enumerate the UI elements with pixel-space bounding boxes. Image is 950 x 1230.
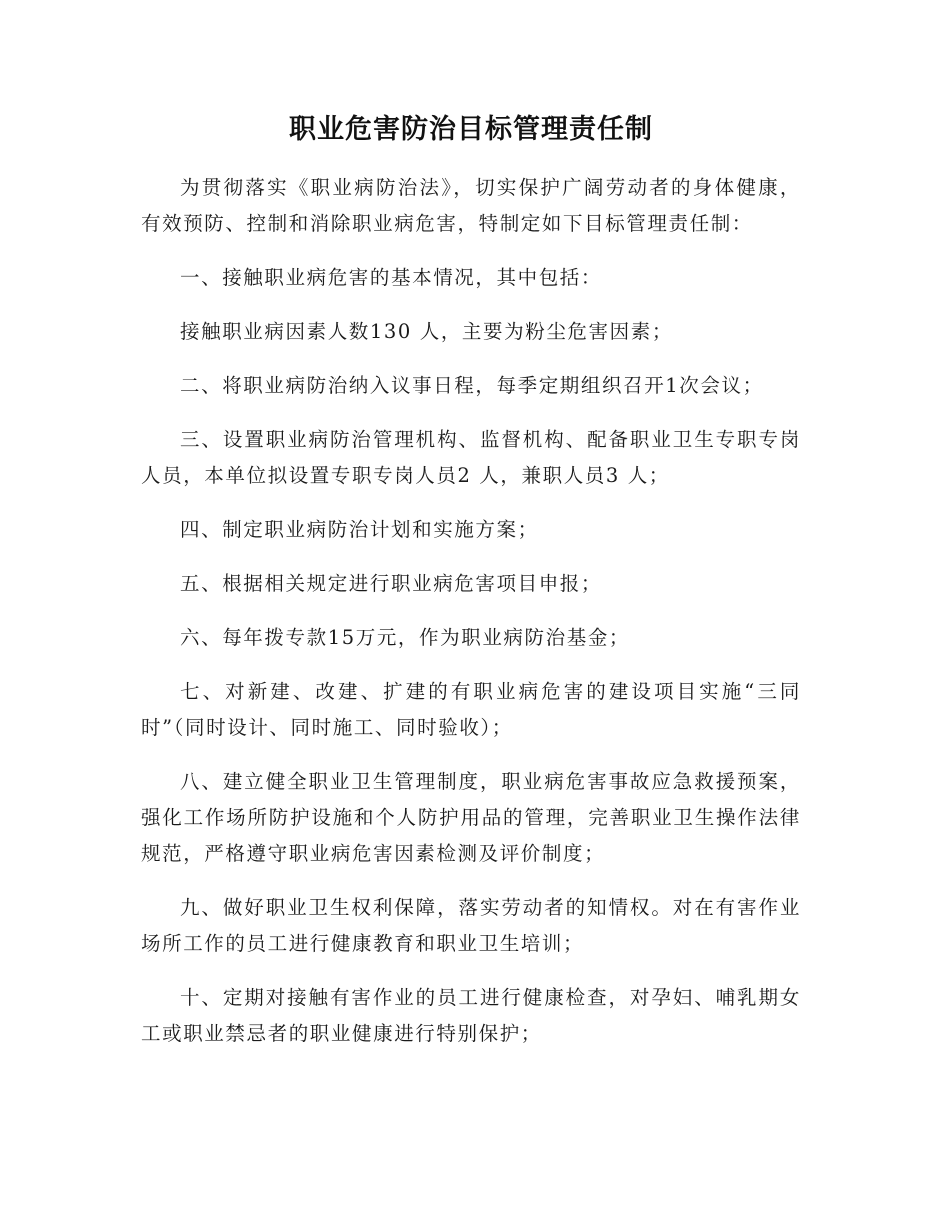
paragraph-intro: 为贯彻落实《职业病防治法》，切实保护广阔劳动者的身体健康，有效预防、控制和消除职业病危害，特制定如下目标管理责任制： xyxy=(141,176,801,235)
paragraph-item-1-detail: 接触职业病因素人数130 人，主要为粉尘危害因素； xyxy=(180,320,673,343)
paragraph-item-8: 八、建立健全职业卫生管理制度，职业病危害事故应急救援预案，强化工作场所防护设施和个人防护用品的管理，完善职业卫生操作法律规范，严格遵守职业病危害因素检测及评价制度； xyxy=(141,770,801,865)
document-title: 职业危害防治目标管理责任制 xyxy=(289,114,653,145)
paragraph-item-10: 十、定期对接触有害作业的员工进行健康检查，对孕妇、哺乳期女工或职业禁忌者的职业健康进行特别保护； xyxy=(141,986,801,1045)
paragraph-item-3: 三、设置职业病防治管理机构、监督机构、配备职业卫生专职专岗人员，本单位拟设置专职专岗人员2 人，兼职人员3 人； xyxy=(141,428,801,487)
paragraph-item-4: 四、制定职业病防治计划和实施方案； xyxy=(180,518,539,541)
document-page xyxy=(141,108,801,1070)
paragraph-item-7: 七、对新建、改建、扩建的有职业病危害的建设项目实施“三同时”（同时设计、同时施工、同时验收）； xyxy=(141,680,801,739)
paragraph-item-1: 一、接触职业病危害的基本情况，其中包括： xyxy=(180,266,603,289)
paragraph-item-2: 二、将职业病防治纳入议事日程，每季定期组织召开1次会议； xyxy=(180,374,764,397)
paragraph-item-5: 五、根据相关规定进行职业病危害项目申报； xyxy=(180,572,603,595)
paragraph-item-6: 六、每年拨专款15万元，作为职业病防治基金； xyxy=(180,626,631,649)
paragraph-item-9: 九、做好职业卫生权利保障，落实劳动者的知情权。对在有害作业场所工作的员工进行健康教育和职业卫生培训； xyxy=(141,896,801,955)
